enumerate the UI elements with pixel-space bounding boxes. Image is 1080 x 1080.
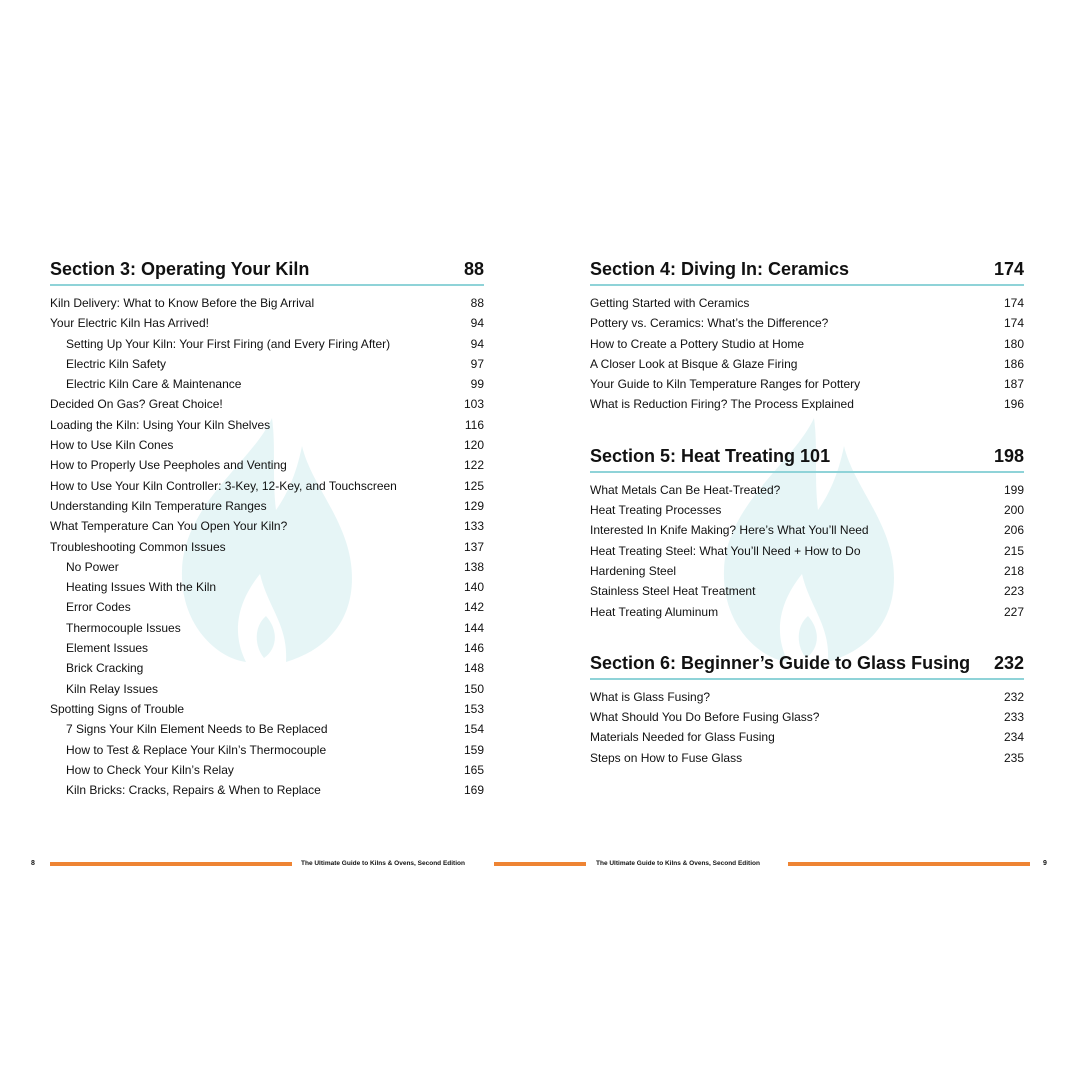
toc-entry-page-number: 196 <box>1003 397 1024 412</box>
toc-entry-page-number: 138 <box>463 559 484 574</box>
toc-entry-title: Heat Treating Aluminum <box>590 604 719 619</box>
toc-entry-page-number: 142 <box>463 600 484 615</box>
toc-entry-title: How to Test & Replace Your Kiln’s Thermocouple <box>66 742 327 757</box>
toc-section-4 <box>590 258 1024 415</box>
toc-entry-page-number: 186 <box>1003 356 1024 371</box>
toc-entry-title: Hardening Steel <box>590 563 677 578</box>
toc-entry-list <box>50 293 484 800</box>
toc-entry-title: A Closer Look at Bisque & Glaze Firing <box>590 356 798 371</box>
toc-entry-page-number: 133 <box>463 519 484 534</box>
section-title: Section 6: Beginner’s Guide to Glass Fusing <box>590 652 971 673</box>
toc-entry-title: Steps on How to Fuse Glass <box>590 750 743 765</box>
toc-entry-page-number: 187 <box>1003 377 1024 392</box>
footer-book-title: The Ultimate Guide to Kilns & Ovens, Second Edition <box>596 860 760 867</box>
toc-entry <box>590 374 1024 394</box>
toc-entry-title: How to Use Your Kiln Controller: 3-Key, 12-Key, and Touchscreen <box>50 478 397 493</box>
toc-entry <box>50 557 484 577</box>
section-heading <box>50 258 484 286</box>
toc-entry-title: Your Electric Kiln Has Arrived! <box>50 316 209 331</box>
toc-entry-title: Stainless Steel Heat Treatment <box>590 584 756 599</box>
toc-entry <box>590 561 1024 581</box>
toc-entry-title: What is Glass Fusing? <box>590 689 711 704</box>
toc-entry-title: Understanding Kiln Temperature Ranges <box>50 498 267 513</box>
toc-entry-title: How to Check Your Kiln’s Relay <box>66 762 234 777</box>
toc-entry <box>50 577 484 597</box>
toc-entry <box>590 687 1024 707</box>
toc-entry-page-number: 233 <box>1003 710 1024 725</box>
toc-entry-page-number: 234 <box>1003 730 1024 745</box>
toc-entry-page-number: 174 <box>1003 296 1024 310</box>
left-page-number: 8 <box>31 860 35 867</box>
toc-entry <box>50 618 484 638</box>
toc-entry-title: Setting Up Your Kiln: Your First Firing (and Every Firing After) <box>66 336 391 351</box>
footer-accent-bar <box>494 862 586 866</box>
section-page-number: 174 <box>993 259 1024 279</box>
toc-entry <box>50 537 484 557</box>
toc-entry <box>590 602 1024 622</box>
toc-entry <box>50 313 484 333</box>
toc-entry-page-number: 154 <box>463 722 484 737</box>
right-page-number: 9 <box>1043 860 1047 867</box>
toc-entry-page-number: 169 <box>463 783 484 798</box>
toc-section-6 <box>590 652 1024 768</box>
toc-entry-page-number: 103 <box>463 397 484 412</box>
toc-entry-page-number: 88 <box>470 296 484 310</box>
toc-entry <box>590 727 1024 747</box>
toc-entry <box>590 707 1024 727</box>
toc-entry <box>590 748 1024 768</box>
toc-entry <box>50 496 484 516</box>
toc-entry-page-number: 159 <box>463 742 484 757</box>
toc-entry-page-number: 94 <box>470 316 484 331</box>
toc-entry-page-number: 200 <box>1003 503 1024 518</box>
toc-entry-title: Materials Needed for Glass Fusing <box>590 730 775 745</box>
section-heading <box>590 652 1024 680</box>
section-page-number: 232 <box>993 652 1024 673</box>
toc-entry-page-number: 199 <box>1003 482 1024 497</box>
toc-entry-page-number: 120 <box>463 438 484 453</box>
toc-entry-page-number: 125 <box>463 478 484 493</box>
toc-entry-page-number: 235 <box>1003 750 1024 765</box>
toc-entry-page-number: 180 <box>1003 336 1024 351</box>
toc-entry-page-number: 223 <box>1003 584 1024 599</box>
toc-entry-title: Interested In Knife Making? Here’s What You’ll Need <box>590 523 869 538</box>
toc-entry-page-number: 140 <box>463 580 484 595</box>
toc-entry-title: What Temperature Can You Open Your Kiln? <box>50 519 288 534</box>
toc-section-3 <box>50 258 484 800</box>
toc-entry-title: Electric Kiln Safety <box>66 356 167 371</box>
toc-entry-title: What is Reduction Firing? The Process Explained <box>590 397 854 412</box>
toc-entry-title: 7 Signs Your Kiln Element Needs to Be Replaced <box>66 722 328 737</box>
toc-entry-page-number: 153 <box>463 701 484 716</box>
toc-entry <box>50 293 484 313</box>
toc-entry <box>590 520 1024 540</box>
toc-entry-page-number: 218 <box>1003 563 1024 578</box>
toc-entry <box>50 699 484 719</box>
toc-entry-title: No Power <box>66 559 119 574</box>
toc-entry-list <box>590 480 1024 622</box>
section-title: Section 4: Diving In: Ceramics <box>590 259 850 279</box>
toc-entry <box>590 313 1024 333</box>
toc-entry-page-number: 122 <box>463 458 484 473</box>
toc-entry-page-number: 97 <box>470 356 484 371</box>
section-page-number: 198 <box>993 445 1024 466</box>
toc-entry <box>590 293 1024 313</box>
toc-entry-list <box>590 293 1024 415</box>
toc-entry-page-number: 148 <box>463 661 484 676</box>
toc-entry <box>50 394 484 414</box>
toc-entry <box>50 435 484 455</box>
toc-entry <box>50 760 484 780</box>
toc-entry-page-number: 206 <box>1003 523 1024 538</box>
toc-entry-list <box>590 687 1024 768</box>
toc-entry <box>50 740 484 760</box>
left-page <box>50 258 484 830</box>
section-page-number: 88 <box>463 259 484 279</box>
toc-entry-title: What Metals Can Be Heat-Treated? <box>590 482 781 497</box>
toc-entry-title: Brick Cracking <box>66 661 144 676</box>
toc-entry-title: How to Properly Use Peepholes and Venting <box>50 458 287 473</box>
toc-entry-page-number: 137 <box>463 539 484 554</box>
toc-entry <box>590 541 1024 561</box>
toc-entry-page-number: 215 <box>1003 543 1024 558</box>
toc-entry <box>590 334 1024 354</box>
toc-entry-title: Troubleshooting Common Issues <box>50 539 226 554</box>
toc-entry-page-number: 165 <box>463 762 484 777</box>
toc-entry <box>590 581 1024 601</box>
page-footer <box>0 858 1080 870</box>
toc-entry <box>590 500 1024 520</box>
section-title: Section 3: Operating Your Kiln <box>50 259 310 279</box>
toc-entry-page-number: 129 <box>463 498 484 513</box>
toc-entry-title: Element Issues <box>66 641 149 656</box>
toc-entry-title: How to Create a Pottery Studio at Home <box>590 336 805 351</box>
toc-entry-page-number: 144 <box>463 620 484 635</box>
toc-entry <box>50 455 484 475</box>
toc-entry <box>50 476 484 496</box>
toc-entry-title: How to Use Kiln Cones <box>50 438 174 453</box>
footer-book-title: The Ultimate Guide to Kilns & Ovens, Second Edition <box>301 860 465 867</box>
toc-entry-page-number: 227 <box>1003 604 1024 619</box>
toc-entry <box>50 354 484 374</box>
toc-entry <box>50 374 484 394</box>
toc-entry <box>590 480 1024 500</box>
toc-entry-title: Heat Treating Steel: What You’ll Need + How to Do <box>590 543 861 558</box>
toc-entry-title: Loading the Kiln: Using Your Kiln Shelves <box>50 417 271 432</box>
toc-entry-title: Heating Issues With the Kiln <box>66 580 217 595</box>
footer-accent-bar <box>50 862 292 866</box>
toc-entry-title: Kiln Delivery: What to Know Before the Big Arrival <box>50 296 315 310</box>
toc-entry-title: Electric Kiln Care & Maintenance <box>66 377 242 392</box>
toc-entry <box>50 334 484 354</box>
section-heading <box>590 258 1024 286</box>
toc-entry-title: What Should You Do Before Fusing Glass? <box>590 710 820 725</box>
toc-entry <box>50 780 484 800</box>
toc-entry <box>50 679 484 699</box>
toc-entry-title: Spotting Signs of Trouble <box>50 701 185 716</box>
toc-entry-title: Your Guide to Kiln Temperature Ranges for Pottery <box>590 377 861 392</box>
toc-entry-title: Kiln Bricks: Cracks, Repairs & When to Replace <box>66 783 321 798</box>
toc-entry-page-number: 116 <box>464 417 484 432</box>
toc-entry <box>50 638 484 658</box>
toc-entry <box>590 354 1024 374</box>
toc-entry-title: Error Codes <box>66 600 131 615</box>
section-title: Section 5: Heat Treating 101 <box>590 445 831 466</box>
toc-entry-page-number: 174 <box>1003 316 1024 331</box>
toc-entry <box>50 719 484 739</box>
toc-entry <box>50 658 484 678</box>
toc-entry <box>50 516 484 536</box>
toc-entry-page-number: 99 <box>470 377 484 392</box>
toc-entry-page-number: 150 <box>463 681 484 696</box>
toc-section-5 <box>590 445 1024 622</box>
toc-entry <box>50 597 484 617</box>
toc-entry <box>590 394 1024 414</box>
toc-entry-page-number: 146 <box>463 641 484 656</box>
toc-entry-title: Pottery vs. Ceramics: What’s the Difference? <box>590 316 829 331</box>
toc-entry-page-number: 94 <box>470 336 484 351</box>
footer-accent-bar <box>788 862 1030 866</box>
toc-entry-title: Kiln Relay Issues <box>66 681 159 696</box>
toc-entry-title: Heat Treating Processes <box>590 503 722 518</box>
toc-entry-title: Decided On Gas? Great Choice! <box>50 397 223 412</box>
toc-entry-title: Thermocouple Issues <box>66 620 181 635</box>
toc-entry-title: Getting Started with Ceramics <box>590 296 750 310</box>
toc-entry <box>50 415 484 435</box>
section-heading <box>590 445 1024 473</box>
toc-entry-page-number: 232 <box>1003 689 1024 704</box>
right-page <box>590 258 1024 798</box>
